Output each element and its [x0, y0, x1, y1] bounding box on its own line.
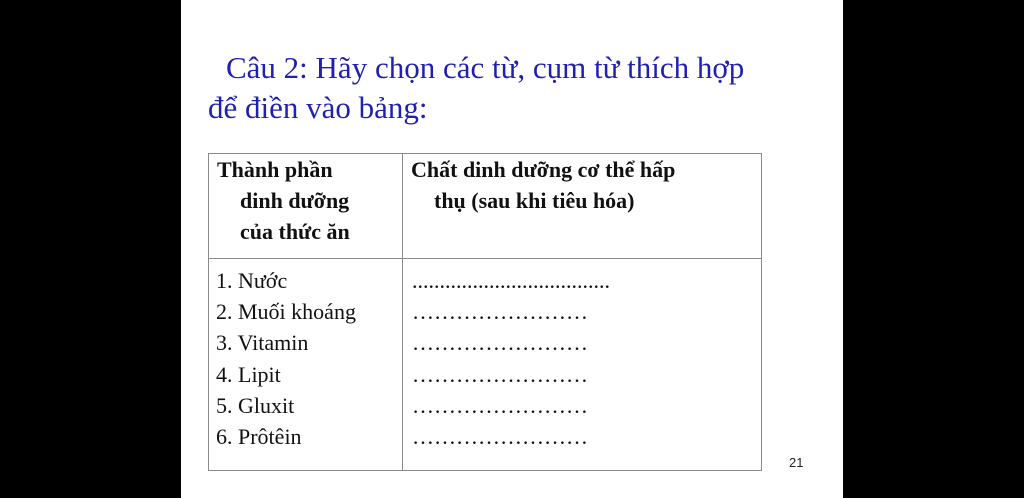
- header-absorbed-nutrients: [403, 154, 762, 259]
- answer-blank: ……………………: [412, 330, 588, 356]
- question-title: [208, 48, 828, 128]
- header-col2-line-1: Chất dinh dưỡng cơ thể hấp: [411, 157, 676, 182]
- header-col1-line-3: của thức ăn: [240, 219, 350, 244]
- header-food-components: [209, 154, 403, 259]
- list-item: 6. Prôtêin: [216, 424, 302, 450]
- header-col1-line-2: dinh dưỡng: [240, 188, 350, 213]
- question-title-line-1: Câu 2: Hãy chọn các từ, cụm từ thích hợp: [226, 50, 745, 85]
- answer-blank: ....................................: [412, 268, 610, 293]
- slide-number: 21: [789, 455, 804, 470]
- component-list: [209, 259, 403, 471]
- answer-blank: ……………………: [412, 299, 588, 325]
- list-item: 2. Muối khoáng: [216, 299, 356, 325]
- answer-blank: ……………………: [412, 361, 588, 387]
- answer-blank: ……………………: [412, 424, 588, 450]
- list-item: 1. Nước: [216, 268, 288, 293]
- list-item: 5. Gluxit: [216, 392, 295, 418]
- table-header-row: [209, 154, 762, 259]
- table-body-row: [209, 259, 762, 471]
- nutrition-table: [208, 153, 762, 471]
- list-item: 3. Vitamin: [216, 330, 309, 356]
- header-col2-line-2: thụ (sau khi tiêu hóa): [434, 188, 635, 213]
- header-col1-line-1: Thành phần: [217, 157, 333, 182]
- list-item: 4. Lipit: [216, 361, 281, 387]
- answer-blanks: [403, 259, 762, 471]
- slide: [181, 0, 843, 498]
- answer-blank: ……………………: [412, 392, 588, 418]
- question-title-line-2: để điền vào bảng:: [208, 90, 428, 125]
